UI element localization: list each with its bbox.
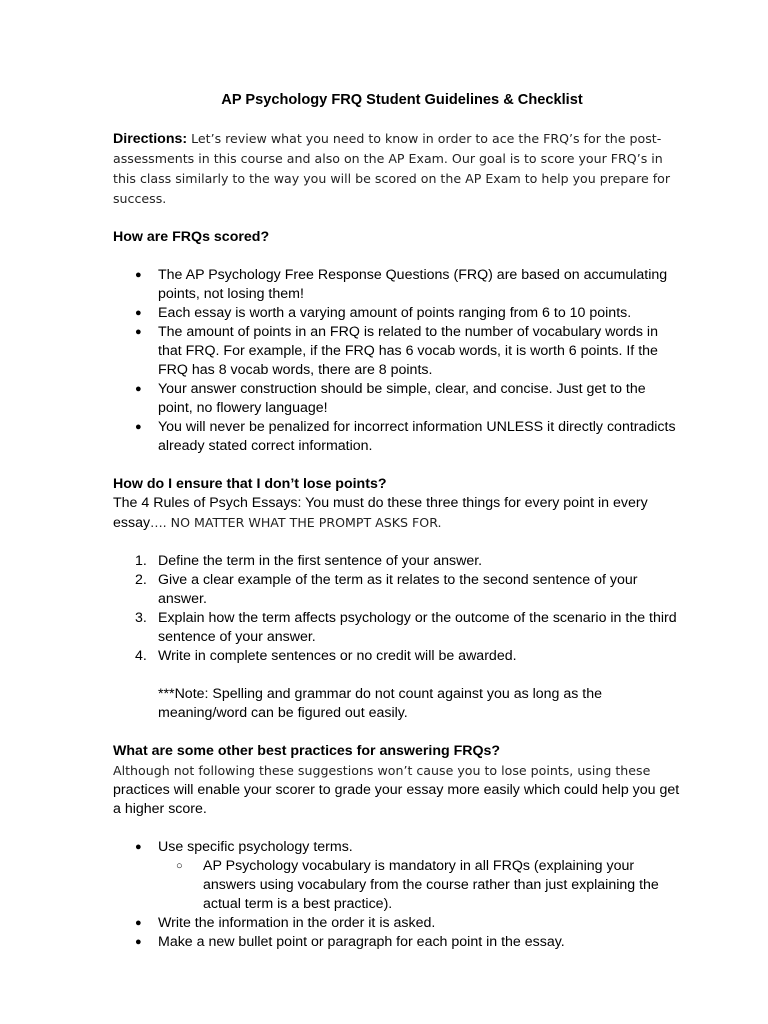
section-heading-scoring: How are FRQs scored? [113, 229, 270, 245]
list-item [113, 418, 683, 456]
list-item [113, 609, 683, 647]
directions-text: Let’s review what you need to know in order to ace the FRQ’s for the post-assessments in this course and also on the AP Exam. Our goal is to score your FRQ’s in this class similarly to the way you will be scored on the AP Exam to help you prepare for success. [113, 131, 671, 206]
list-item [113, 647, 683, 666]
bullet-icon: ● [135, 269, 142, 281]
directions-label: Directions: [113, 131, 188, 147]
list-item [113, 933, 683, 952]
list-number: 4. [135, 648, 147, 664]
list-item-text: AP Psychology vocabulary is mandatory in all FRQs (explaining your answers using vocabulary from the course rather than just explaining the actual term is a best practice). [203, 858, 659, 912]
best-practices-intro-rest: practices will enable your scorer to grade your essay more easily which could help you get a higher score. [113, 782, 680, 817]
list-item [113, 380, 683, 418]
list-item [113, 552, 683, 571]
section-heading-lose-points: How do I ensure that I don’t lose points? [113, 476, 387, 492]
list-item [113, 838, 683, 914]
list-item-text: The AP Psychology Free Response Questions (FRQ) are based on accumulating points, not losing them! [158, 267, 668, 302]
list-item-text: Write in complete sentences or no credit will be awarded. [158, 648, 517, 664]
best-practices-bullet-list [113, 838, 683, 952]
list-item-text: Explain how the term affects psychology or the outcome of the scenario in the third sentence of your answer. [158, 610, 677, 645]
scoring-bullet-list [113, 266, 683, 456]
list-item [158, 857, 683, 914]
spacer [113, 723, 683, 742]
spacer [113, 209, 683, 228]
best-practices-intro [113, 761, 683, 819]
list-item [113, 914, 683, 933]
list-item-text: Each essay is worth a varying amount of points ranging from 6 to 10 points. [158, 305, 632, 321]
best-practices-intro-light: Although not following these suggestions won’t cause you to lose points, using these [113, 763, 651, 778]
list-item-text: Give a clear example of the term as it relates to the second sentence of your answer. [158, 572, 638, 607]
list-item-text: You will never be penalized for incorrect information UNLESS it directly contradicts already stated correct information. [158, 419, 676, 454]
list-item [113, 304, 683, 323]
spacer [113, 819, 683, 838]
list-item [113, 323, 683, 380]
bullet-icon: ● [135, 421, 142, 433]
section-heading-best-practices: What are some other best practices for answering FRQs? [113, 743, 501, 759]
directions-paragraph [113, 129, 683, 209]
document-page [113, 91, 683, 952]
list-item-text: Your answer construction should be simple, clear, and concise. Just get to the point, no flowery language! [158, 381, 646, 416]
bullet-icon: ● [135, 936, 142, 948]
list-item [113, 266, 683, 304]
list-item [113, 571, 683, 609]
spacer [113, 666, 683, 685]
bullet-icon: ● [135, 841, 142, 853]
list-item-text: Write the information in the order it is asked. [158, 915, 436, 931]
list-number: 1. [135, 553, 147, 569]
hollow-bullet-icon: ○ [176, 860, 183, 872]
rules-numbered-list [113, 552, 683, 666]
spacer [113, 533, 683, 552]
bullet-icon: ● [135, 307, 142, 319]
spelling-note: ***Note: Spelling and grammar do not count against you as long as the meaning/word can be figured out easily. [158, 686, 603, 721]
list-item-text: Define the term in the first sentence of your answer. [158, 553, 483, 569]
list-item-text: The amount of points in an FRQ is related to the number of vocabulary words in that FRQ. For example, if the FRQ has 6 vocab words, it is worth 6 points. If the FRQ has 8 vocab words, there are 8 points. [158, 324, 658, 378]
bullet-icon: ● [135, 326, 142, 338]
bullet-icon: ● [135, 383, 142, 395]
sub-bullet-list [158, 857, 683, 914]
bullet-icon: ● [135, 917, 142, 929]
rules-intro [113, 494, 683, 533]
spacer [113, 456, 683, 475]
page-title: AP Psychology FRQ Student Guidelines & Checklist [221, 92, 583, 108]
rules-intro-text: The 4 Rules of Psych Essays: You must do these three things for every point in every essay [113, 495, 648, 531]
list-number: 3. [135, 610, 147, 626]
list-item-text: Make a new bullet point or paragraph for each point in the essay. [158, 934, 565, 950]
list-item-text: Use specific psychology terms. [158, 839, 353, 855]
rules-intro-tail: …. NO MATTER WHAT THE PROMPT ASKS FOR. [150, 515, 442, 530]
spacer [113, 247, 683, 266]
list-number: 2. [135, 572, 147, 588]
